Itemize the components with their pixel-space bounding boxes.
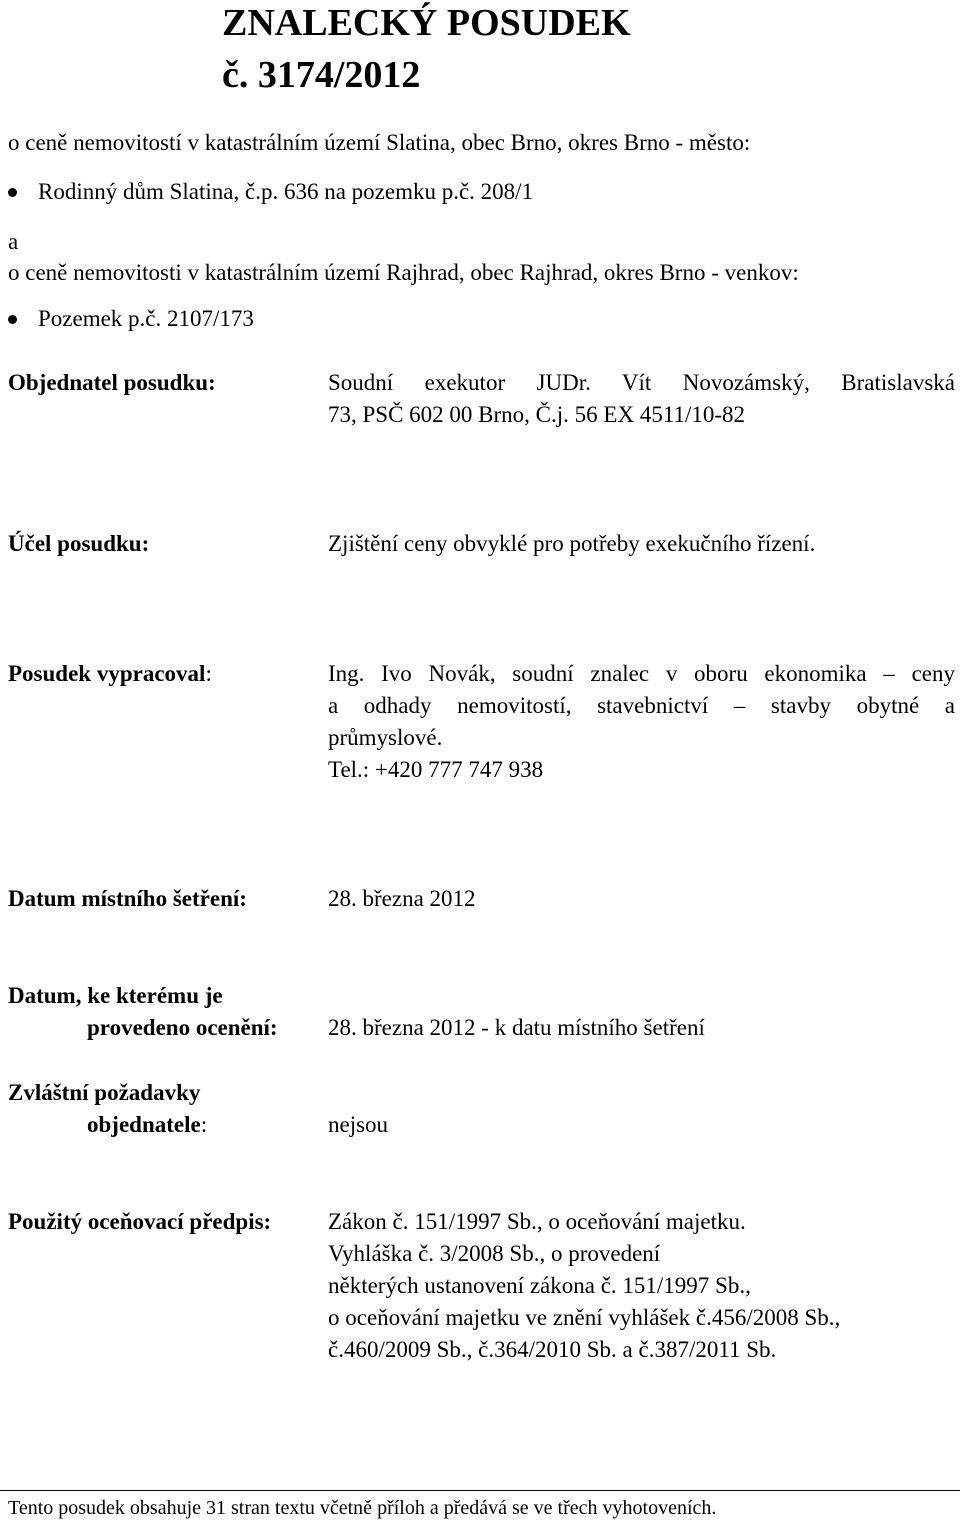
- objednatel-line-1: Soudní exekutor JUDr. Vít Novozámský, Bratislavská: [328, 370, 955, 395]
- predpis-line-5: č.460/2009 Sb., č.364/2010 Sb. a č.387/2011 Sb.: [328, 1337, 777, 1362]
- vypracoval-line-2: a odhady nemovitostí, stavebnictví – stavby obytné a: [328, 693, 955, 718]
- pozadavky-value: nejsou: [328, 1112, 389, 1137]
- ucel-label: Účel posudku:: [8, 531, 150, 556]
- datum-oceneni-label-line-2: provedeno ocenění:: [87, 1015, 278, 1040]
- predpis-line-1: Zákon č. 151/1997 Sb., o oceňování majetku.: [328, 1209, 746, 1234]
- ucel-value: Zjištění ceny obvyklé pro potřeby exekučního řízení.: [328, 531, 816, 556]
- footer-divider: [0, 1490, 960, 1491]
- pozadavky-label-colon: :: [200, 1112, 208, 1137]
- intro-conjunction: a: [8, 229, 19, 254]
- datum-oceneni-value: 28. března 2012 - k datu místního šetření: [328, 1015, 705, 1040]
- predpis-line-4: o oceňování majetku ve znění vyhlášek č.456/2008 Sb.,: [328, 1305, 841, 1330]
- vypracoval-value: [328, 658, 955, 722]
- intro-line-2: o ceně nemovitosti v katastrálním území Rajhrad, obec Rajhrad, okres Brno - venkov:: [8, 260, 799, 285]
- bullet-icon: [8, 315, 17, 324]
- bullet-text-1: Rodinný dům Slatina, č.p. 636 na pozemku p.č. 208/1: [38, 179, 534, 204]
- vypracoval-phone: Tel.: +420 777 747 938: [328, 757, 544, 782]
- datum-oceneni-label-line-1: Datum, ke kterému je: [8, 983, 223, 1008]
- pozadavky-label-text: objednatele: [87, 1112, 201, 1137]
- objednatel-line-2: 73, PSČ 602 00 Brno, Č.j. 56 EX 4511/10-82: [328, 402, 746, 427]
- predpis-label: Použitý oceňovací předpis:: [8, 1209, 272, 1234]
- footer-note: Tento posudek obsahuje 31 stran textu včetně příloh a předává se ve třech vyhotoveních.: [8, 1497, 717, 1519]
- vypracoval-label-colon: :: [205, 661, 212, 686]
- vypracoval-line-1: Ing. Ivo Novák, soudní znalec v oboru ekonomika – ceny: [328, 661, 955, 686]
- document-number: č. 3174/2012: [222, 54, 421, 96]
- vypracoval-label-text: Posudek vypracoval: [8, 661, 206, 686]
- pozadavky-label-line-2: [87, 1109, 207, 1141]
- predpis-line-2: Vyhláška č. 3/2008 Sb., o provedení: [328, 1241, 661, 1266]
- vypracoval-line-3: průmyslové.: [328, 725, 443, 750]
- bullet-text-2: Pozemek p.č. 2107/173: [38, 306, 254, 331]
- objednatel-label: Objednatel posudku:: [8, 370, 216, 395]
- predpis-line-3: některých ustanovení zákona č. 151/1997 Sb.,: [328, 1273, 751, 1298]
- pozadavky-label-line-1: Zvláštní požadavky: [8, 1080, 201, 1105]
- datum-setreni-value: 28. března 2012: [328, 886, 476, 911]
- document-title: ZNALECKÝ POSUDEK: [222, 2, 631, 44]
- datum-setreni-label: Datum místního šetření:: [8, 886, 247, 911]
- intro-line-1: o ceně nemovitostí v katastrálním území Slatina, obec Brno, okres Brno - město:: [8, 130, 751, 155]
- objednatel-value: [328, 367, 955, 399]
- vypracoval-label: [8, 658, 212, 690]
- bullet-icon: [8, 188, 17, 197]
